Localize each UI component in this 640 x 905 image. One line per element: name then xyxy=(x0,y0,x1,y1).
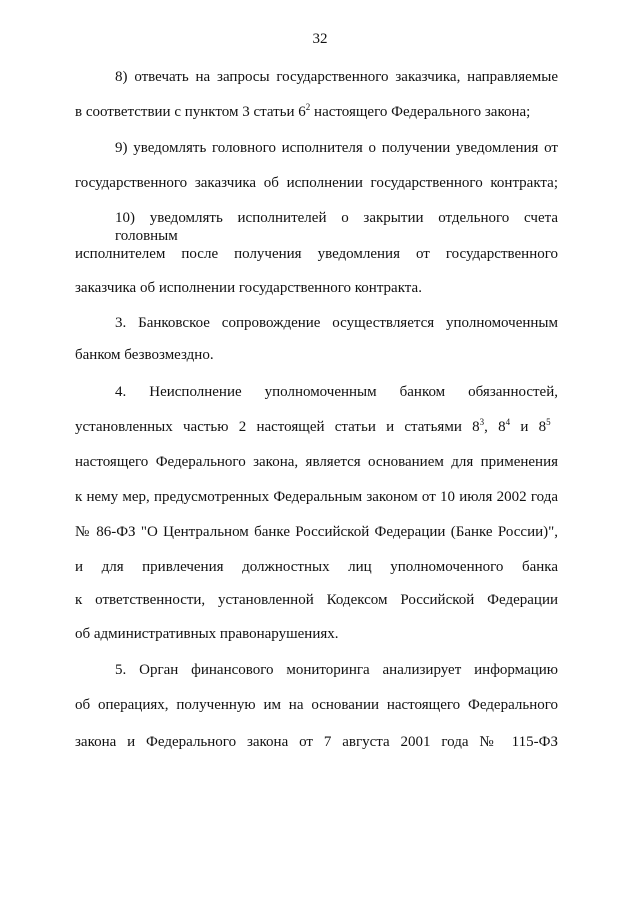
text-segment: установленных частью 2 настоящей статьи и статьями 8 xyxy=(75,419,480,435)
text-line: 10) уведомлять исполнителей о закрытии отдельного счета головным xyxy=(115,210,558,244)
text-segment: и 8 xyxy=(510,419,547,435)
superscript: 5 xyxy=(546,417,551,427)
text-line: № 86-ФЗ "О Центральном банке Российской Федерации (Банке России)", xyxy=(75,524,558,540)
text-line: об административных правонарушениях. xyxy=(75,626,339,642)
text-line: банком безвозмездно. xyxy=(75,347,214,363)
text-line: к ответственности, установленной Кодексом Российской Федерации xyxy=(75,592,558,608)
text-line: к нему мер, предусмотренных Федеральным законом от 10 июля 2002 года xyxy=(75,489,558,505)
text-line: 4. Неисполнение уполномоченным банком обязанностей, xyxy=(115,384,558,400)
superscript: 4 xyxy=(505,417,511,427)
text-line: настоящего Федерального закона, является основанием для применения xyxy=(75,454,558,470)
text-segment: настоящего Федерального закона; xyxy=(310,104,531,120)
text-line: об операциях, полученную им на основании настоящего Федерального xyxy=(75,697,558,713)
text-line xyxy=(75,418,558,436)
text-line: государственного заказчика об исполнении государственного контракта; xyxy=(75,175,558,191)
page-number: 32 xyxy=(312,31,328,47)
text-line: 5. Орган финансового мониторинга анализирует информацию xyxy=(115,662,558,678)
text-line: заказчика об исполнении государственного контракта. xyxy=(75,280,422,296)
text-line xyxy=(75,103,558,121)
text-line: 3. Банковское сопровождение осуществляется уполномоченным xyxy=(115,315,558,331)
text-line: 8) отвечать на запросы государственного заказчика, направляемые xyxy=(115,69,558,85)
text-segment: , 8 xyxy=(484,419,506,435)
superscript: 2 xyxy=(305,102,311,112)
text-line: 9) уведомлять головного исполнителя о получении уведомления от xyxy=(115,140,558,156)
text-segment: в соответствии с пунктом 3 статьи 6 xyxy=(75,104,306,120)
superscript: 3 xyxy=(479,417,485,427)
text-line: и для привлечения должностных лиц уполномоченного банка xyxy=(75,559,558,575)
text-line: закона и Федерального закона от 7 августа 2001 года № 115-ФЗ xyxy=(75,734,558,750)
text-line: исполнителем после получения уведомления от государственного xyxy=(75,246,558,262)
